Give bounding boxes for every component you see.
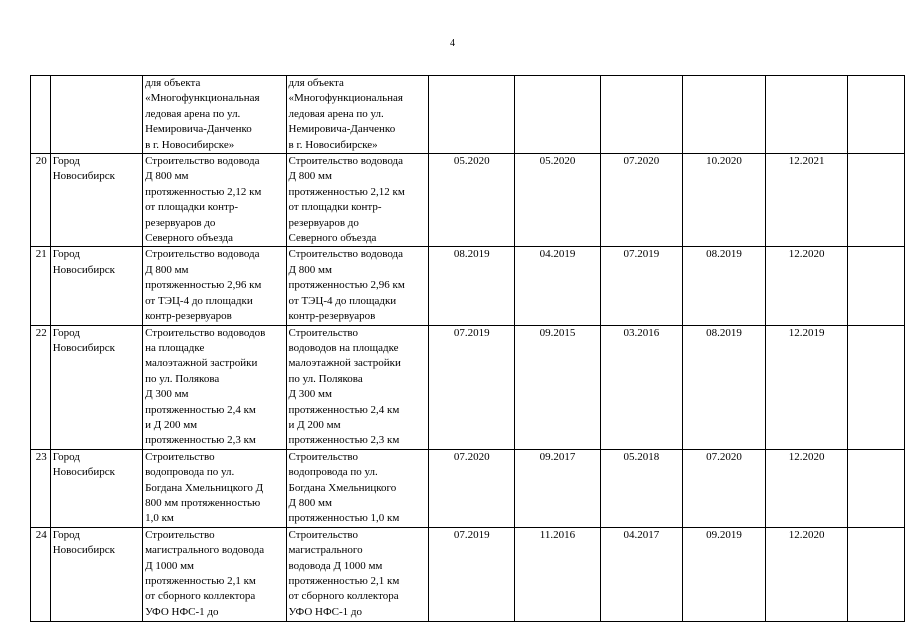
date-3: 07.2020	[600, 154, 683, 247]
projects-table	[30, 75, 905, 622]
date-1: 07.2019	[429, 527, 515, 621]
cell-description: для объекта «Многофункциональная ледовая арена по ул. Немировича-Данченко в г. Новосибирске»	[143, 76, 286, 154]
date-5: 12.2020	[765, 247, 848, 325]
table-row	[31, 247, 905, 325]
cell-empty	[848, 76, 905, 154]
date-3: 03.2016	[600, 325, 683, 449]
continuation-row	[31, 76, 905, 154]
date-1: 05.2020	[429, 154, 515, 247]
cell-description-alt: для объекта «Многофункциональная ледовая арена по ул. Немировича-Данченко в г. Новосибирске»	[286, 76, 429, 154]
row-number: 24	[31, 527, 51, 621]
row-number: 21	[31, 247, 51, 325]
date-5: 12.2020	[765, 527, 848, 621]
description-alt: Строительство водовода Д 800 мм протяженностью 2,96 км от ТЭЦ-4 до площадки контр-резервуаров	[286, 247, 429, 325]
description: Строительство магистрального водовода Д 1000 мм протяженностью 2,1 км от сборного коллектора УФО НФС-1 до	[143, 527, 286, 621]
date-3: 05.2018	[600, 449, 683, 527]
date-4: 07.2020	[683, 449, 766, 527]
date-1: 08.2019	[429, 247, 515, 325]
table-row	[31, 325, 905, 449]
date-2: 05.2020	[515, 154, 600, 247]
date-4: 08.2019	[683, 325, 766, 449]
cell-empty	[848, 325, 905, 449]
cell-empty	[848, 449, 905, 527]
description: Строительство водовода Д 800 мм протяженностью 2,12 км от площадки контр- резервуаров до Северного объезда	[143, 154, 286, 247]
description: Строительство водопровода по ул. Богдана Хмельницкого Д 800 мм протяженностью 1,0 км	[143, 449, 286, 527]
cell-date	[515, 76, 600, 154]
city: Город Новосибирск	[50, 247, 142, 325]
date-1: 07.2019	[429, 325, 515, 449]
date-5: 12.2020	[765, 449, 848, 527]
date-5: 12.2021	[765, 154, 848, 247]
cell-date	[683, 76, 766, 154]
cell-city	[50, 76, 142, 154]
cell-date	[600, 76, 683, 154]
cell-empty	[848, 154, 905, 247]
city: Город Новосибирск	[50, 325, 142, 449]
date-2: 04.2019	[515, 247, 600, 325]
description-alt: Строительство водопровода по ул. Богдана Хмельницкого Д 800 мм протяженностью 1,0 км	[286, 449, 429, 527]
date-2: 09.2017	[515, 449, 600, 527]
table-row	[31, 154, 905, 247]
city: Город Новосибирск	[50, 527, 142, 621]
row-number: 22	[31, 325, 51, 449]
date-3: 04.2017	[600, 527, 683, 621]
date-1: 07.2020	[429, 449, 515, 527]
cell-date	[765, 76, 848, 154]
table-row	[31, 527, 905, 621]
city: Город Новосибирск	[50, 449, 142, 527]
date-3: 07.2019	[600, 247, 683, 325]
date-4: 09.2019	[683, 527, 766, 621]
row-number: 20	[31, 154, 51, 247]
description: Строительство водовода Д 800 мм протяженностью 2,96 км от ТЭЦ-4 до площадки контр-резервуаров	[143, 247, 286, 325]
description: Строительство водоводов на площадке малоэтажной застройки по ул. Полякова Д 300 мм протяженностью 2,4 км и Д 200 мм протяженностью 2,3 км	[143, 325, 286, 449]
date-4: 08.2019	[683, 247, 766, 325]
cell-empty	[848, 527, 905, 621]
page-number: 4	[450, 38, 455, 49]
description-alt: Строительство водоводов на площадке малоэтажной застройки по ул. Полякова Д 300 мм протяженностью 2,4 км и Д 200 мм протяженностью 2,3 км	[286, 325, 429, 449]
table-row	[31, 449, 905, 527]
row-number: 23	[31, 449, 51, 527]
date-4: 10.2020	[683, 154, 766, 247]
cell-date	[429, 76, 515, 154]
date-5: 12.2019	[765, 325, 848, 449]
cell-num	[31, 76, 51, 154]
date-2: 09.2015	[515, 325, 600, 449]
description-alt: Строительство магистрального водовода Д 1000 мм протяженностью 2,1 км от сборного коллектора УФО НФС-1 до	[286, 527, 429, 621]
description-alt: Строительство водовода Д 800 мм протяженностью 2,12 км от площадки контр- резервуаров до Северного объезда	[286, 154, 429, 247]
city: Город Новосибирск	[50, 154, 142, 247]
cell-empty	[848, 247, 905, 325]
date-2: 11.2016	[515, 527, 600, 621]
